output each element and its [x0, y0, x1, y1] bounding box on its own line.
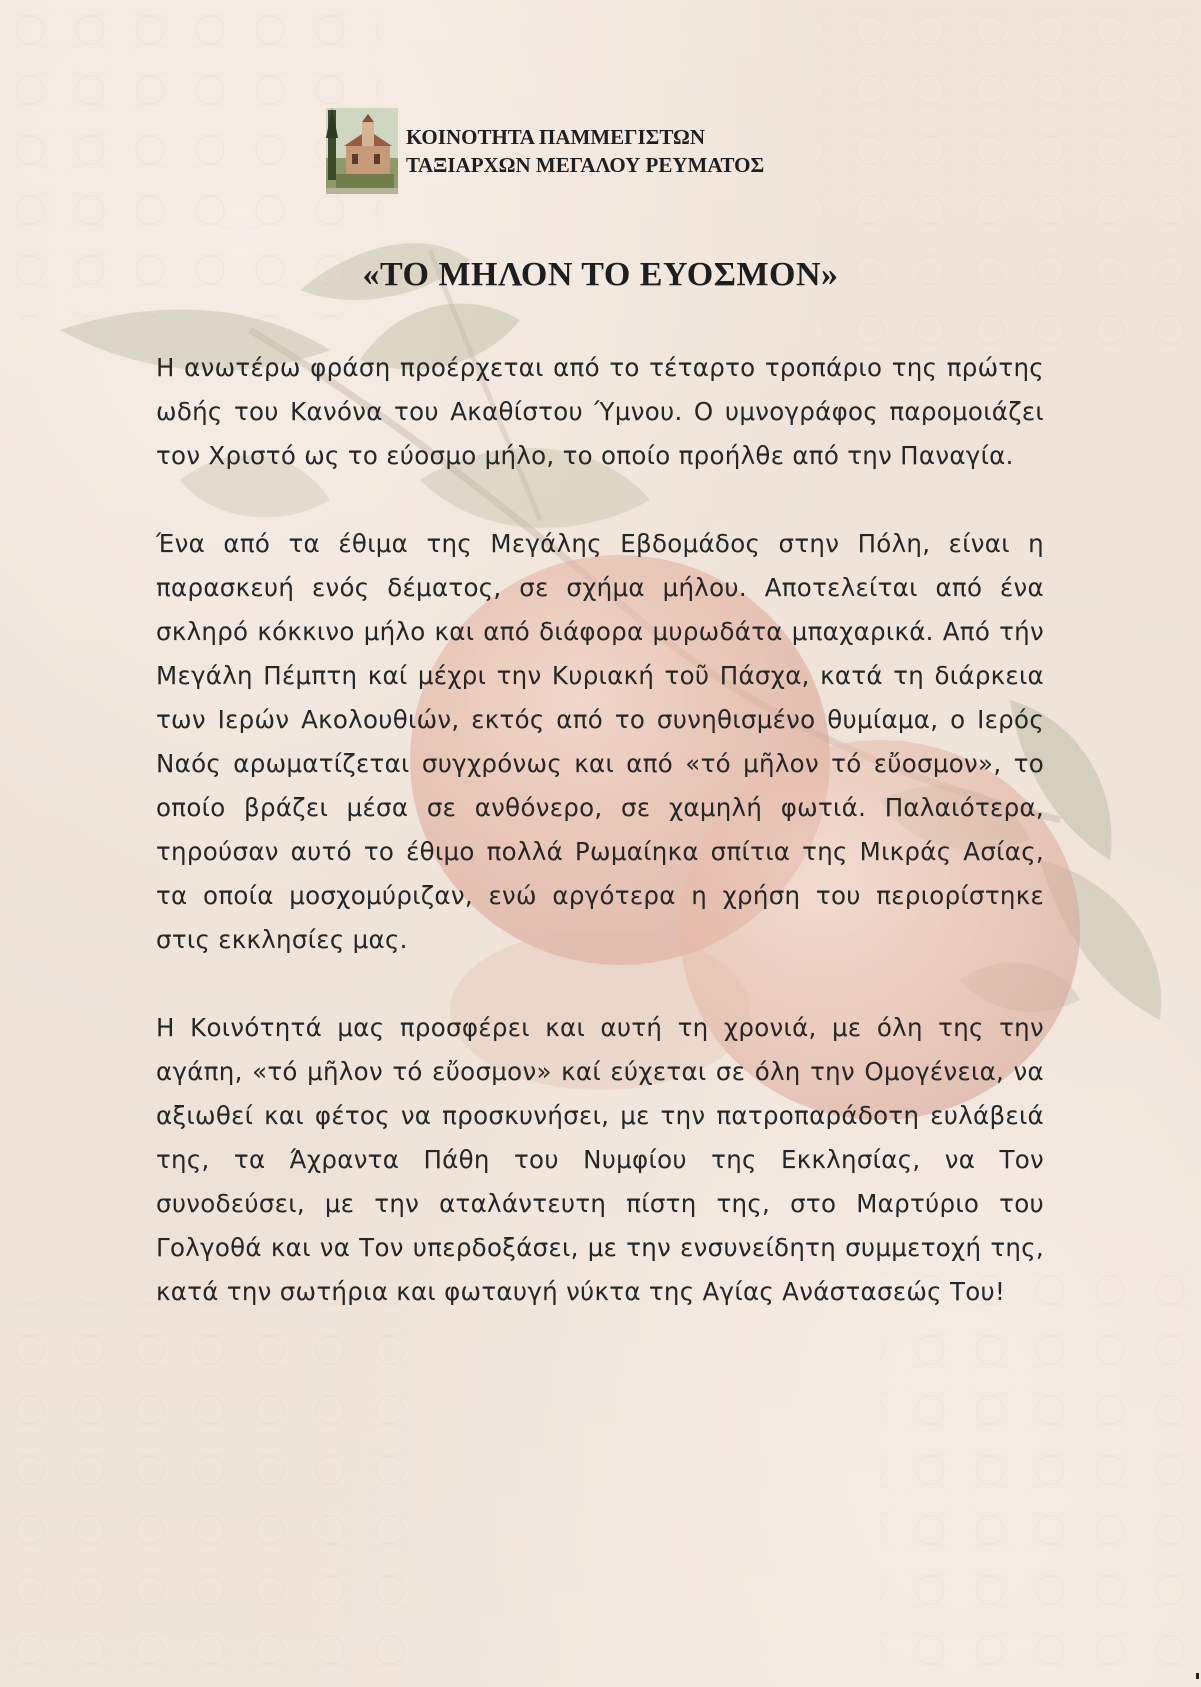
document-body — [156, 346, 1044, 1314]
organization-name-line-1: ΚΟΙΝΟΤΗΤΑ ΠΑΜΜΕΓΙΣΤΩΝ — [406, 125, 706, 149]
page-edge-mark — [1196, 1673, 1199, 1679]
church-logo-icon — [326, 108, 398, 194]
organization-name-line-2: ΤΑΞΙΑΡΧΩΝ ΜΕΓΑΛΟΥ ΡΕΥΜΑΤΟΣ — [406, 153, 765, 177]
document-title: «ΤΟ ΜΗΛΟΝ ΤΟ ΕΥΟΣΜΟΝ» — [362, 256, 839, 293]
paragraph-2: Ένα από τα έθιμα της Μεγάλης Εβδομάδος στην Πόλη, είναι η παρασκευή ενός δέματος, σε σχήμα μήλου. Αποτελείται από ένα σκληρό κόκκινο μήλο και από διάφορα μυρωδάτα μπαχαρικά. Από τήν Μεγάλη Πέμπτη καί μέχρι την Κυριακή τοῦ Πάσχα, κατά τη διάρκεια των Ιερών Ακολουθιών, εκτός από το συνηθισμένο θυμίαμα, ο Ιερός Ναός αρωματίζεται συγχρόνως και από «τό μῆλον τό εὔοσμον», το οποίο βράζει μέσα σε ανθόνερο, σε χαμηλή φωτιά. Παλαιότερα, τηρούσαν αυτό το έθιμο πολλά Ρωμαίηκα σπίτια της Μικράς Ασίας, τα οποία μοσχομύριζαν, ενώ αργότερα η χρήση του περιορίστηκε στις εκκλησίες μας. — [156, 529, 1044, 954]
organization-name — [406, 123, 764, 179]
paragraph-1: Η ανωτέρω φράση προέρχεται από το τέταρτο τροπάριο της πρώτης ωδής του Κανόνα του Ακαθίστου Ύμνου. Ο υμνογράφος παρομοιάζει τον Χριστό ως το εύοσμο μήλο, το οποίο προήλθε από την Παναγία. — [156, 353, 1044, 470]
paragraph-3: Η Κοινότητά μας προσφέρει και αυτή τη χρονιά, με όλη της την αγάπη, «τό μῆλον τό εὔοσμον» καί εύχεται σε όλη την Ομογένεια, να αξιωθεί και φέτος να προσκυνήσει, με την πατροπαράδοτη ευλάβειά της, τα Άχραντα Πάθη του Νυμφίου της Εκκλησίας, να Τον συνοδεύσει, με την αταλάντευτη πίστη της, στο Μαρτύριο του Γολγοθά και να Τον υπερδοξάσει, με την ενσυνείδητη συμμετοχή της, κατά την σωτήρια και φωταυγή νύκτα της Αγίας Ανάστασεώς Του! — [156, 1013, 1044, 1306]
document-header — [326, 108, 764, 194]
